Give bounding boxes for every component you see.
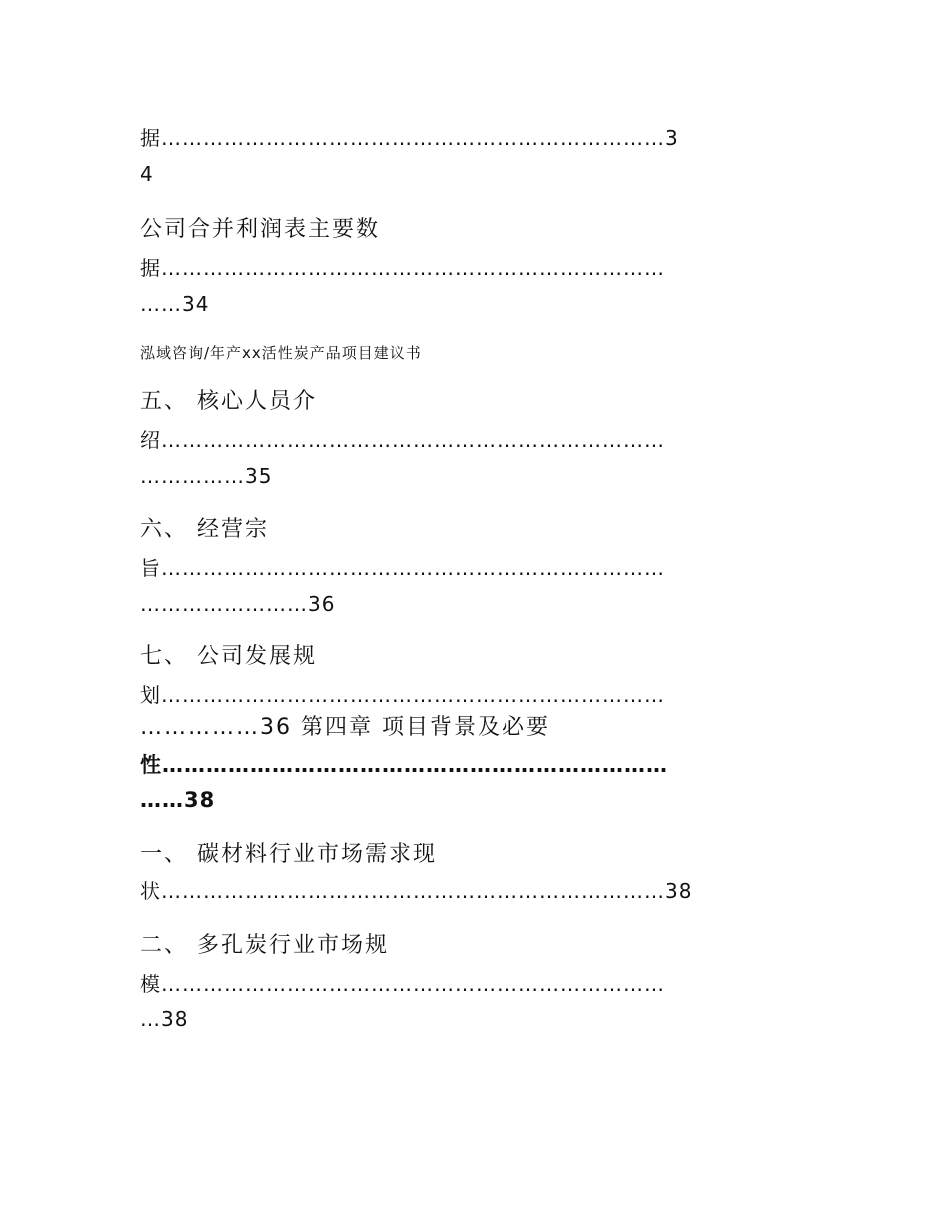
toc-line-xing-dots: 性…………………………………………………………… (140, 753, 668, 777)
toc-line-chapter-4: ……………36 第四章 项目背景及必要 (140, 715, 550, 740)
toc-line-shao-dots: 绍……………………………………………………………… (140, 428, 665, 452)
toc-line-zhuang-dots-38: 状………………………………………………………………38 (140, 879, 693, 903)
document-header-note: 泓域咨询/年产xx活性炭产品项目建议书 (140, 344, 422, 362)
toc-heading-business-purpose: 六、 经营宗 (140, 517, 269, 542)
toc-line-page-36: ……………………36 (140, 592, 336, 616)
toc-line-page-38-bold: ……38 (140, 788, 216, 812)
toc-heading-development-plan: 七、 公司发展规 (140, 644, 317, 669)
toc-line-ju-dots: 据……………………………………………………………… (140, 256, 665, 280)
toc-line-page-38: …38 (140, 1007, 189, 1031)
toc-line-page-4: 4 (140, 162, 154, 186)
toc-heading-income-statement: 公司合并利润表主要数 (140, 217, 381, 242)
toc-line-mo-dots: 模……………………………………………………………… (140, 972, 665, 996)
toc-heading-core-personnel: 五、 核心人员介 (140, 389, 317, 414)
toc-line-page-35: ……………35 (140, 464, 273, 488)
toc-line-page-34: ……34 (140, 292, 210, 316)
toc-line-zhi-dots: 旨……………………………………………………………… (140, 556, 665, 580)
toc-heading-carbon-demand: 一、 碳材料行业市场需求现 (140, 842, 437, 867)
toc-line-hua-dots: 划……………………………………………………………… (140, 683, 665, 707)
toc-line-ju-dots-3: 据………………………………………………………………3 (140, 126, 679, 150)
toc-heading-porous-carbon: 二、 多孔炭行业市场规 (140, 933, 389, 958)
